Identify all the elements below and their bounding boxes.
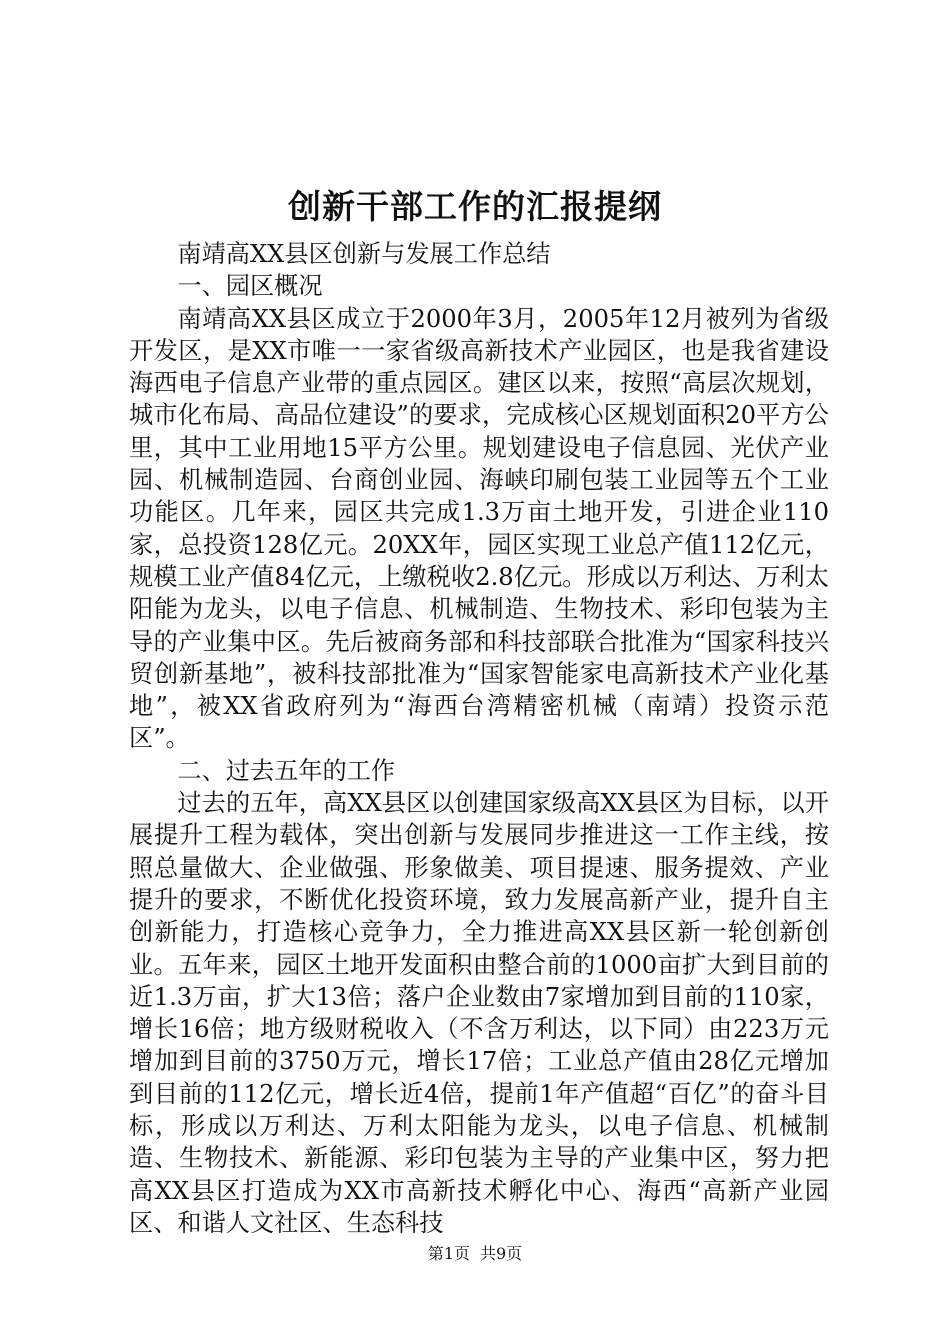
section-heading-past-five-years: 二、过去五年的工作 bbox=[177, 756, 396, 785]
page-footer bbox=[0, 1242, 950, 1266]
section-heading-overview: 一、园区概况 bbox=[177, 272, 323, 301]
document-body bbox=[129, 238, 829, 1239]
page-number: 第1页 bbox=[427, 1244, 470, 1263]
paragraph-overview: 南靖高XX县区成立于2000年3月，2005年12月被列为省级开发区，是XX市唯一一家省级高新技术产业园区，也是我省建设海西电子信息产业带的重点园区。建区以来，按照“高层次规划，城市化布局、高品位建设”的要求，完成核心区规划面积20平方公里，其中工业用地15平方公里。规划建设电子信息园、光伏产业园、机械制造园、台商创业园、海峡印刷包装工业园等五个工业功能区。几年来，园区共完成1.3万亩土地开发，引进企业110家，总投资128亿元。20XX年，园区实现工业总产值112亿元，规模工业产值84亿元，上缴税收2.8亿元。形成以万利达、万利太阳能为龙头，以电子信息、机械制造、生物技术、彩印包装为主导的产业集中区。先后被商务部和科技部联合批准为“国家科技兴贸创新基地”，被科技部批准为“国家智能家电高新技术产业化基地”，被XX省政府列为“海西台湾精密机械（南靖）投资示范区”。 bbox=[129, 304, 829, 753]
document-title: 创新干部工作的汇报提纲 bbox=[288, 187, 662, 226]
page-total: 共9页 bbox=[480, 1244, 523, 1263]
paragraph-past-five-years: 过去的五年，高XX县区以创建国家级高XX县区为目标，以开展提升工程为载体，突出创新与发展同步推进这一工作主线，按照总量做大、企业做强、形象做美、项目提速、服务提效、产业提升的要求，不断优化投资环境，致力发展高新产业，提升自主创新能力，打造核心竞争力，全力推进高XX县区新一轮创新创业。五年来，园区土地开发面积由整合前的1000亩扩大到目前的近1.3万亩，扩大13倍；落户企业数由7家增加到目前的110家，增长16倍；地方级财税收入（不含万利达，以下同）由223万元增加到目前的3750万元，增长17倍；工业总产值由28亿元增加到目前的112亿元，增长近4倍，提前1年产值超“百亿”的奋斗目标，形成以万利达、万利太阳能为龙头，以电子信息、机械制造、生物技术、新能源、彩印包装为主导的产业集中区，努力把高XX县区打造成为XX市高新技术孵化中心、海西“高新产业园区、和谐人文社区、生态科技 bbox=[129, 789, 829, 1237]
section-heading-summary: 南靖高XX县区创新与发展工作总结 bbox=[177, 240, 551, 268]
